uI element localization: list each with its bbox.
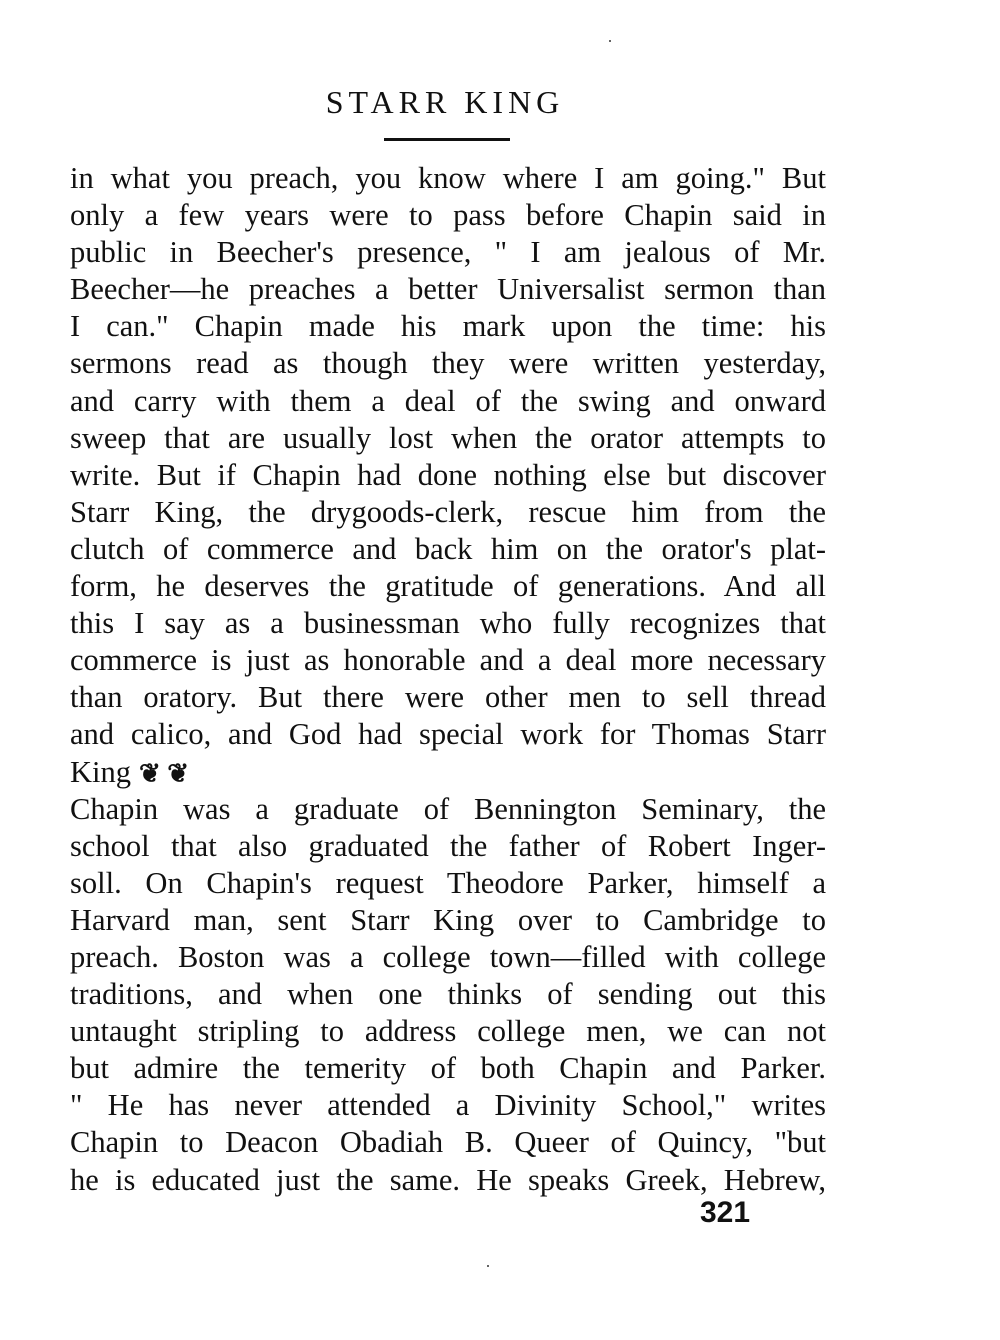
text-line xyxy=(70,1162,826,1199)
text-line-content: preach. Boston was a college town—filled with college xyxy=(70,939,826,974)
text-line xyxy=(70,345,826,382)
text-line-content: form, he deserves the gratitude of generations. And all xyxy=(70,569,826,604)
text-line-content: Chapin to Deacon Obadiah B. Queer of Quincy, "but xyxy=(70,1125,826,1160)
text-line xyxy=(70,494,826,531)
text-line-content: " He has never attended a Divinity School," writes xyxy=(70,1088,826,1123)
text-line xyxy=(70,605,826,642)
text-line-content: only a few years were to pass before Chapin said in xyxy=(70,198,826,233)
text-line-content: I can." Chapin made his mark upon the time: his xyxy=(70,309,826,344)
text-line xyxy=(70,716,826,753)
text-line xyxy=(70,197,826,234)
text-line xyxy=(70,568,826,605)
text-line-content: but admire the temerity of both Chapin and Parker. xyxy=(70,1051,826,1086)
text-line xyxy=(70,865,826,902)
text-line xyxy=(70,791,826,828)
text-line-content: in what you preach, you know where I am going." But xyxy=(70,161,826,195)
text-line-content: King xyxy=(70,754,131,789)
text-line xyxy=(70,679,826,716)
text-line-content: commerce is just as honorable and a deal more necessary xyxy=(70,643,826,678)
text-line-content: sweep that are usually lost when the orator attempts to xyxy=(70,420,826,455)
text-line xyxy=(70,1013,826,1050)
text-line-content: sermons read as though they were written yesterday, xyxy=(70,346,826,381)
text-line xyxy=(70,308,826,345)
text-line-content: and carry with them a deal of the swing and onward xyxy=(70,383,826,418)
text-line-content: than oratory. But there were other men to sell thread xyxy=(70,680,826,715)
text-line-content: Harvard man, sent Starr King over to Cambridge to xyxy=(70,902,826,937)
text-line xyxy=(70,754,826,791)
text-line xyxy=(70,902,826,939)
text-line-content: untaught stripling to address college men, we can not xyxy=(70,1014,826,1049)
text-line xyxy=(70,642,826,679)
page-body-text xyxy=(70,160,826,1199)
text-line-content: school that also graduated the father of Robert Inger- xyxy=(70,828,826,863)
text-line xyxy=(70,160,826,197)
text-line xyxy=(70,976,826,1013)
scan-speck xyxy=(609,40,611,42)
text-line xyxy=(70,457,826,494)
running-head: STARR KING xyxy=(325,84,565,120)
text-line-content: traditions, and when one thinks of sending out this xyxy=(70,977,826,1012)
text-line-content: he is educated just the same. He speaks Greek, Hebrew, xyxy=(70,1162,826,1197)
text-line xyxy=(70,234,826,271)
text-line-content: write. But if Chapin had done nothing else but discover xyxy=(70,457,826,492)
header-rule xyxy=(384,138,510,141)
text-line-content: soll. On Chapin's request Theodore Parker, himself a xyxy=(70,865,826,900)
text-line-content: Chapin was a graduate of Bennington Seminary, the xyxy=(70,791,826,826)
text-line-content: public in Beecher's presence, " I am jealous of Mr. xyxy=(70,235,826,270)
text-line-content: this I say as a businessman who fully recognizes that xyxy=(70,606,826,641)
text-line xyxy=(70,1124,826,1161)
text-line-content: clutch of commerce and back him on the orator's plat- xyxy=(70,531,826,566)
text-line xyxy=(70,531,826,568)
text-line xyxy=(70,939,826,976)
text-line xyxy=(70,828,826,865)
text-line xyxy=(70,420,826,457)
text-line xyxy=(70,1087,826,1124)
text-line xyxy=(70,271,826,308)
text-line xyxy=(70,383,826,420)
leaf-ornament-icon: ❦ ❦ xyxy=(139,758,190,788)
scan-speck xyxy=(487,1265,489,1267)
text-line-content: Starr King, the drygoods-clerk, rescue him from the xyxy=(70,494,826,529)
text-line xyxy=(70,1050,826,1087)
text-line-content: and calico, and God had special work for Thomas Starr xyxy=(70,717,826,752)
text-line-content: Beecher—he preaches a better Universalist sermon than xyxy=(70,272,826,307)
page-number: 321 xyxy=(700,1196,751,1229)
